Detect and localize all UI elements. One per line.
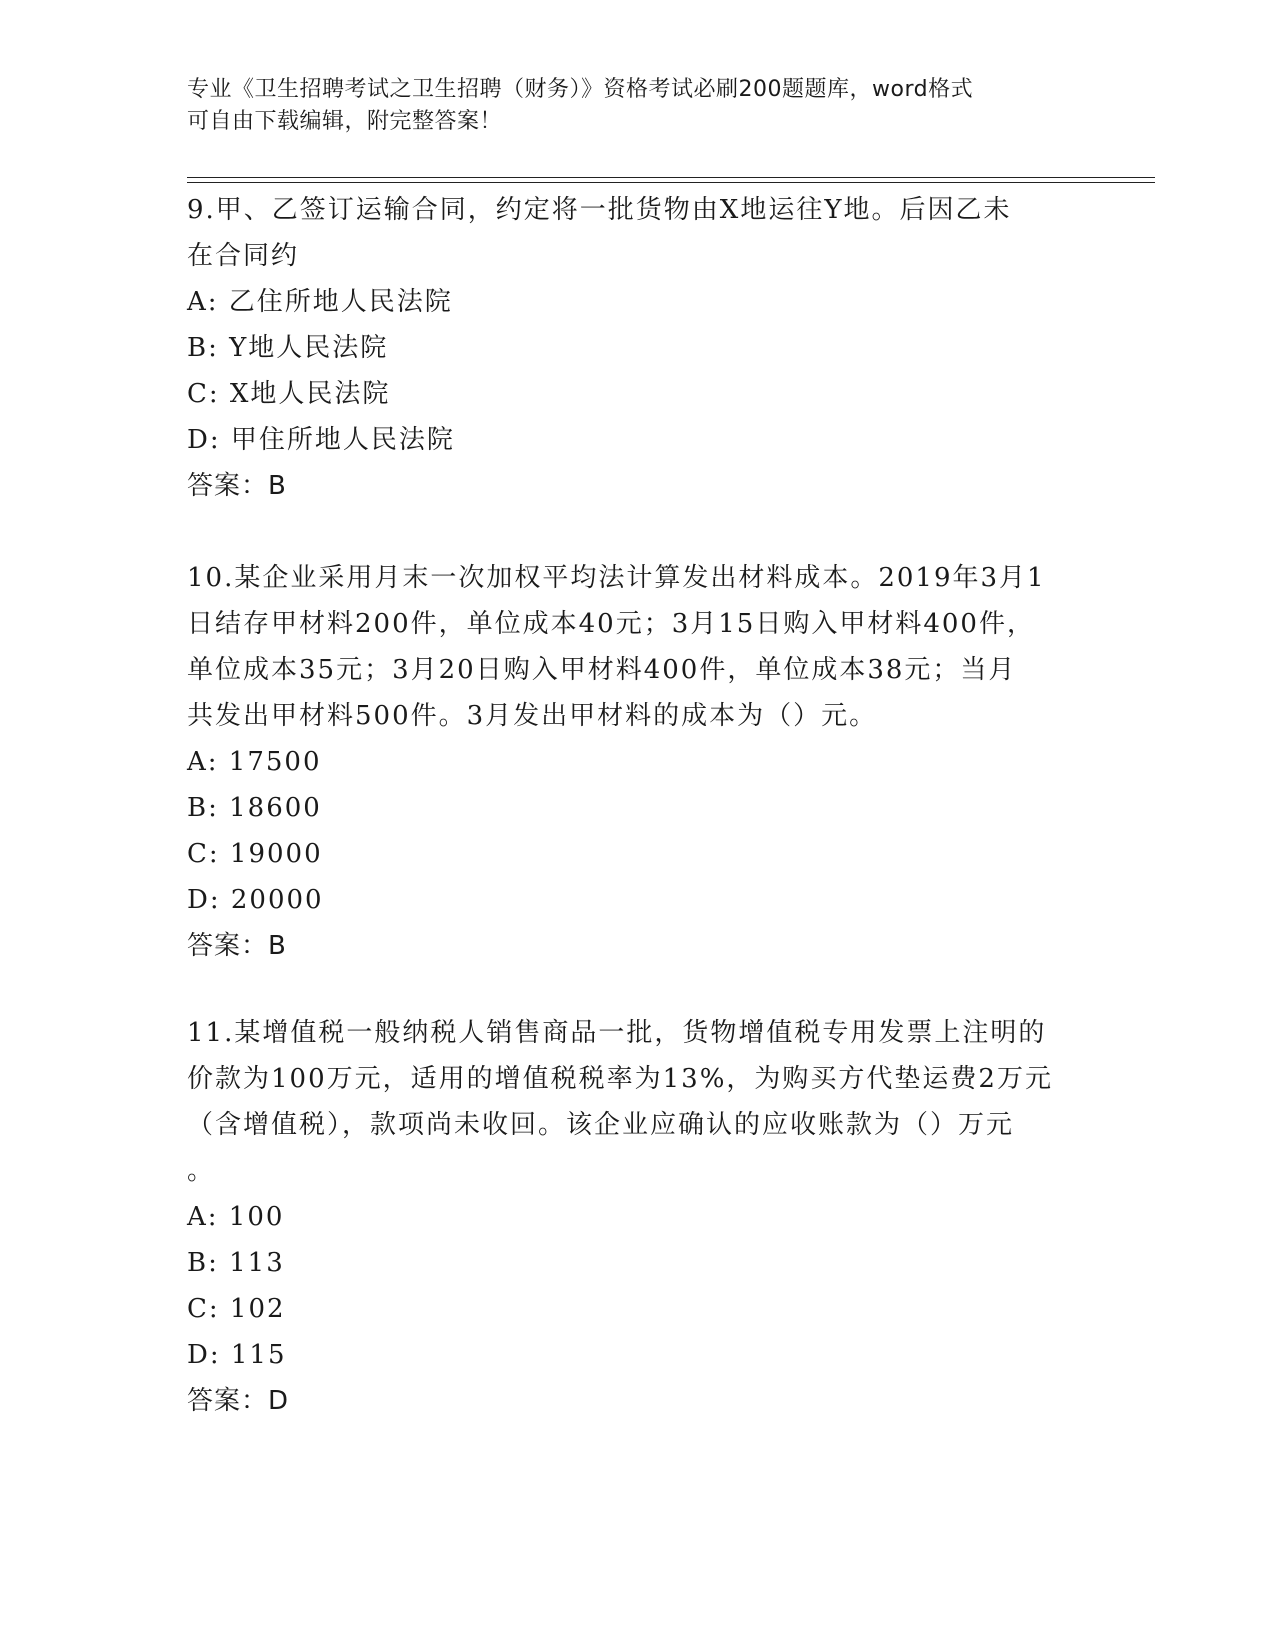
option-d: D: 甲住所地人民法院 [187,425,455,455]
stem-line: （含增值税），款项尚未收回。该企业应确认的应收账款为（）万元 [187,1110,1015,1140]
stem-line: 。 [187,1156,216,1186]
stem-line: 价款为100万元，适用的增值税税率为13%，为购买方代垫运费2万元 [187,1064,1053,1094]
header-divider-bottom [187,182,1155,183]
option-a: A: 乙住所地人民法院 [187,287,453,317]
question-stem [187,187,1087,279]
option-d: D: 20000 [187,885,324,915]
document-header [187,74,1087,138]
stem-line: 9.甲、乙签订运输合同，约定将一批货物由X地运往Y地。后因乙未 [187,195,1012,225]
option-a: A: 100 [187,1202,285,1232]
stem-line: 在合同约 [187,241,300,271]
option-d: D: 115 [187,1340,287,1370]
answer-text: 答案：B [187,931,287,961]
stem-line: 11.某增值税一般纳税人销售商品一批，货物增值税专用发票上注明的 [187,1018,1047,1048]
question-stem [187,1010,1087,1194]
question-stem [187,555,1087,739]
question-10 [187,555,1087,969]
header-line-1: 专业《卫生招聘考试之卫生招聘（财务）》资格考试必刷200题题库，word格式 [187,77,974,102]
stem-line: 单位成本35元；3月20日购入甲材料400件，单位成本38元；当月 [187,655,1017,685]
header-line-2: 可自由下载编辑，附完整答案！ [187,109,503,134]
option-c: C: X地人民法院 [187,379,391,409]
header-divider-top [187,177,1155,178]
question-9 [187,187,1087,509]
option-b: B: Y地人民法院 [187,333,389,363]
answer-text: 答案：D [187,1386,290,1416]
answer-text: 答案：B [187,471,287,501]
question-11 [187,1010,1087,1424]
stem-line: 日结存甲材料200件，单位成本40元；3月15日购入甲材料400件， [187,609,1035,639]
stem-line: 10.某企业采用月末一次加权平均法计算发出材料成本。2019年3月1 [187,563,1046,593]
stem-line: 共发出甲材料500件。3月发出甲材料的成本为（）元。 [187,701,878,731]
option-b: B: 18600 [187,793,322,823]
option-b: B: 113 [187,1248,285,1278]
option-a: A: 17500 [187,747,322,777]
option-c: C: 19000 [187,839,323,869]
option-c: C: 102 [187,1294,286,1324]
